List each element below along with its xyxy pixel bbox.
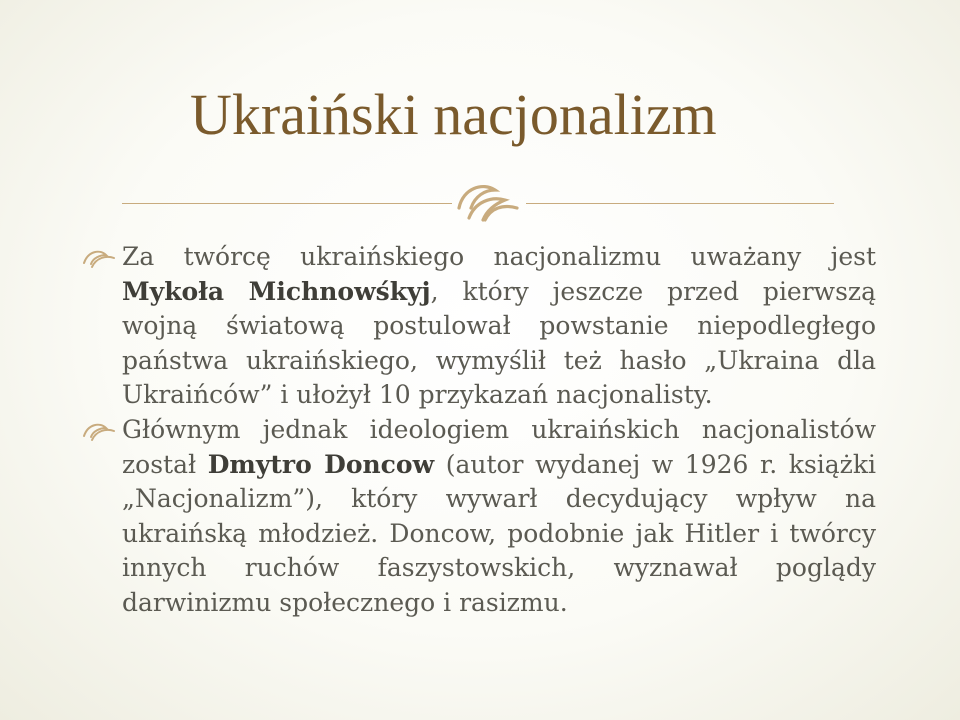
title-divider-right [526, 203, 834, 204]
bullet-icon [82, 420, 116, 442]
item-text-bold: Dmytro Doncow [207, 449, 435, 479]
list-item [82, 413, 876, 621]
item-text-after: , który jeszcze przed pierwszą wojną światową postulował powstanie niepodległego państwa ukraińskiego, wymyślił też hasło „Ukraina dla Ukraińców” i ułożył 10 przykazań nacjonalisty. [122, 276, 876, 410]
bullet-icon [82, 247, 116, 269]
list-item [82, 240, 876, 413]
item-text-before: Za twórcę ukraińskiego nacjonalizmu uważany jest [122, 242, 876, 271]
bullet-list [82, 240, 876, 621]
ornament-icon [455, 178, 523, 224]
title-divider-left [122, 203, 452, 204]
item-text-before: Głównym jednak ideologiem ukraińskich nacjonalistów został [122, 414, 876, 479]
item-text-bold: Mykoła Michnowśkyj [122, 276, 431, 306]
item-text-after: (autor wydanej w 1926 r. książki „Nacjonalizm”), który wywarł decydujący wpływ na ukraińską młodzież. Doncow, podobnie jak Hitler i twórcy innych ruchów faszystowskich, wyznawał poglądy darwinizmu społecznego i rasizmu. [122, 449, 876, 617]
slide-title: Ukraiński nacjonalizm [190, 82, 717, 147]
